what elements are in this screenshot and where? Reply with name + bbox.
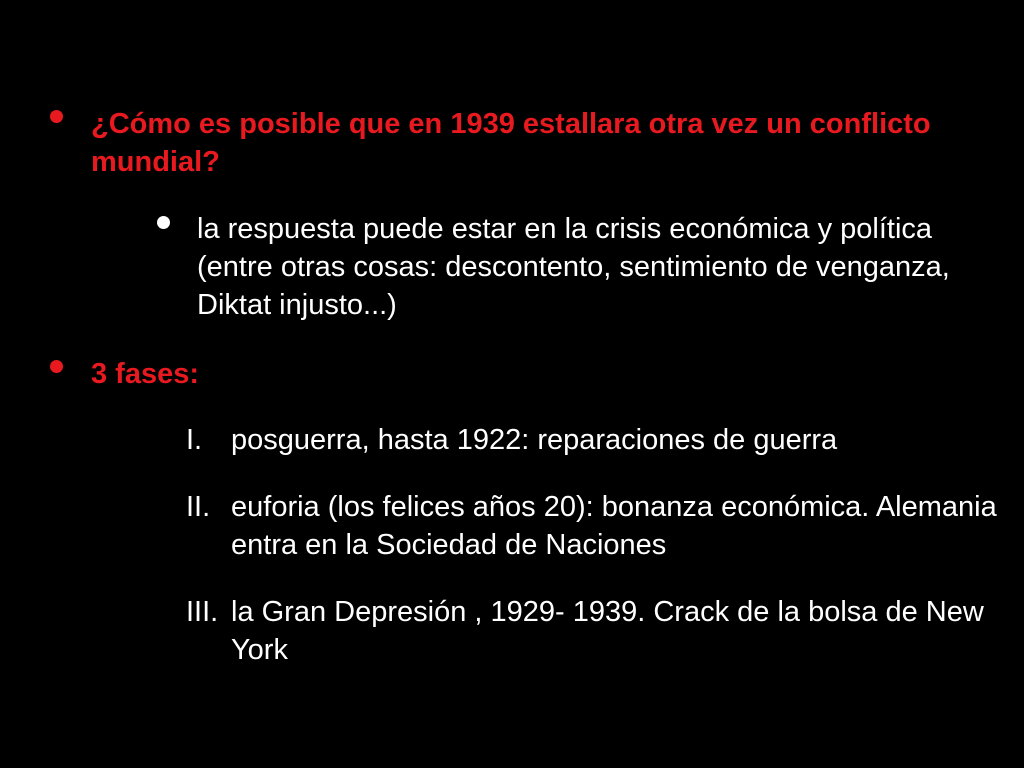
red-bullet-icon	[50, 110, 63, 123]
white-bullet-icon	[157, 216, 170, 229]
phase-text: posguerra, hasta 1922: reparaciones de guerra	[231, 424, 838, 456]
phase-text: la Gran Depresión , 1929- 1939. Crack de la bolsa de New York	[231, 596, 984, 666]
phase-text: euforia (los felices años 20): bonanza económica. Alemania entra en la Sociedad de Naciones	[231, 491, 997, 561]
question-heading: ¿Cómo es posible que en 1939 estallara otra vez un conflicto mundial?	[91, 108, 931, 178]
phases-heading: 3 fases:	[91, 358, 200, 390]
phase-numeral: II.	[186, 491, 211, 523]
phase-numeral: III.	[186, 596, 219, 628]
red-bullet-icon	[50, 360, 63, 373]
phase-numeral: I.	[186, 424, 203, 456]
answer-text: la respuesta puede estar en la crisis económica y política (entre otras cosas: descontento, sentimiento de venganza, Diktat injusto...)	[197, 213, 950, 321]
